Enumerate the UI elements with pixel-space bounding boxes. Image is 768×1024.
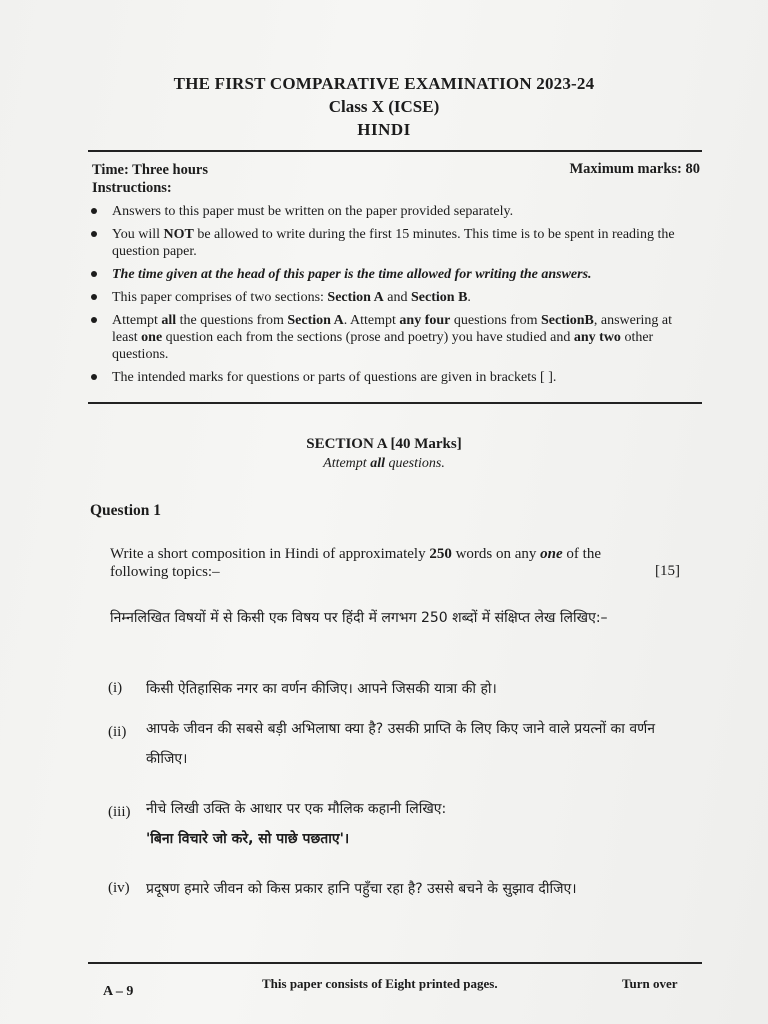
instruction-item (90, 289, 680, 306)
option-number: (i) (108, 680, 123, 696)
instructions-list (90, 203, 680, 392)
bullet-icon (91, 208, 97, 214)
pages-note: This paper consists of Eight printed pages. (262, 976, 498, 991)
instruction-text: This paper comprises of two sections: Section A and Section B. (112, 290, 471, 305)
instruction-text: The time given at the head of this paper is the time allowed for writing the answers. (112, 267, 592, 282)
section-title: SECTION A [40 Marks] (306, 436, 462, 452)
instruction-item (90, 312, 680, 363)
instruction-text: Answers to this paper must be written on the paper provided separately. (112, 204, 514, 219)
instruction-text: Attempt all the questions from Section A. Attempt any four questions from SectionB, answering at least one question each from the sections (prose and poetry) you have studied and any two other questions. (112, 313, 673, 362)
option-text: किसी ऐतिहासिक नगर का वर्णन कीजिए। आपने जिसकी यात्रा की हो। (146, 681, 497, 697)
instruction-item (90, 266, 680, 283)
proverb-quote: 'बिना विचारे जो करे, सो पाछे पछताए'। (146, 831, 350, 847)
class-label: Class X (ICSE) (328, 97, 440, 116)
instruction-text: The intended marks for questions or parts of questions are given in brackets [ ]. (112, 370, 557, 385)
option-number: (ii) (108, 724, 127, 740)
option-text (146, 794, 691, 854)
footer-divider (88, 962, 702, 964)
paper-code: A – 9 (103, 984, 134, 999)
option-number: (iv) (108, 880, 130, 896)
question-label: Question 1 (90, 502, 162, 519)
section-subtitle: Attempt all questions. (323, 456, 445, 471)
hindi-instruction: निम्नलिखित विषयों में से किसी एक विषय पर हिंदी में लगभग 250 शब्दों में संक्षिप्त लेख लिखिए:– (110, 610, 608, 626)
instruction-text: You will NOT be allowed to write during the first 15 minutes. This time is to be spent in reading the question paper. (112, 227, 675, 259)
option-text: आपके जीवन की सबसे बड़ी अभिलाषा क्या है? उसकी प्राप्ति के लिए किए जाने वाले प्रयत्नों का वर्णन कीजिए। (146, 721, 656, 767)
instruction-item (90, 369, 680, 386)
option-text: प्रदूषण हमारे जीवन को किस प्रकार हानि पहुँचा रहा है? उससे बचने के सुझाव दीजिए। (146, 881, 577, 897)
header-divider (88, 150, 702, 152)
bullet-icon (91, 317, 97, 323)
instruction-item (90, 203, 680, 220)
bullet-icon (91, 271, 97, 277)
max-marks-label: Maximum marks: 80 (569, 161, 700, 177)
bullet-icon (91, 231, 97, 237)
turn-over-label: Turn over (622, 976, 678, 991)
instructions-divider (88, 402, 702, 404)
instruction-item (90, 226, 680, 260)
instructions-heading: Instructions: (92, 180, 172, 196)
exam-title: THE FIRST COMPARATIVE EXAMINATION 2023-24 (173, 74, 595, 93)
subject-label: HINDI (357, 120, 411, 139)
time-label: Time: Three hours (92, 162, 209, 178)
bullet-icon (91, 294, 97, 300)
bullet-icon (91, 374, 97, 380)
option-number: (iii) (108, 804, 131, 820)
question-task: Write a short composition in Hindi of approximately 250 words on any one of the following topics:– (110, 546, 601, 580)
question-marks: [15] (655, 563, 680, 579)
option-text-line: नीचे लिखी उक्ति के आधार पर एक मौलिक कहानी लिखिए: (146, 801, 447, 817)
